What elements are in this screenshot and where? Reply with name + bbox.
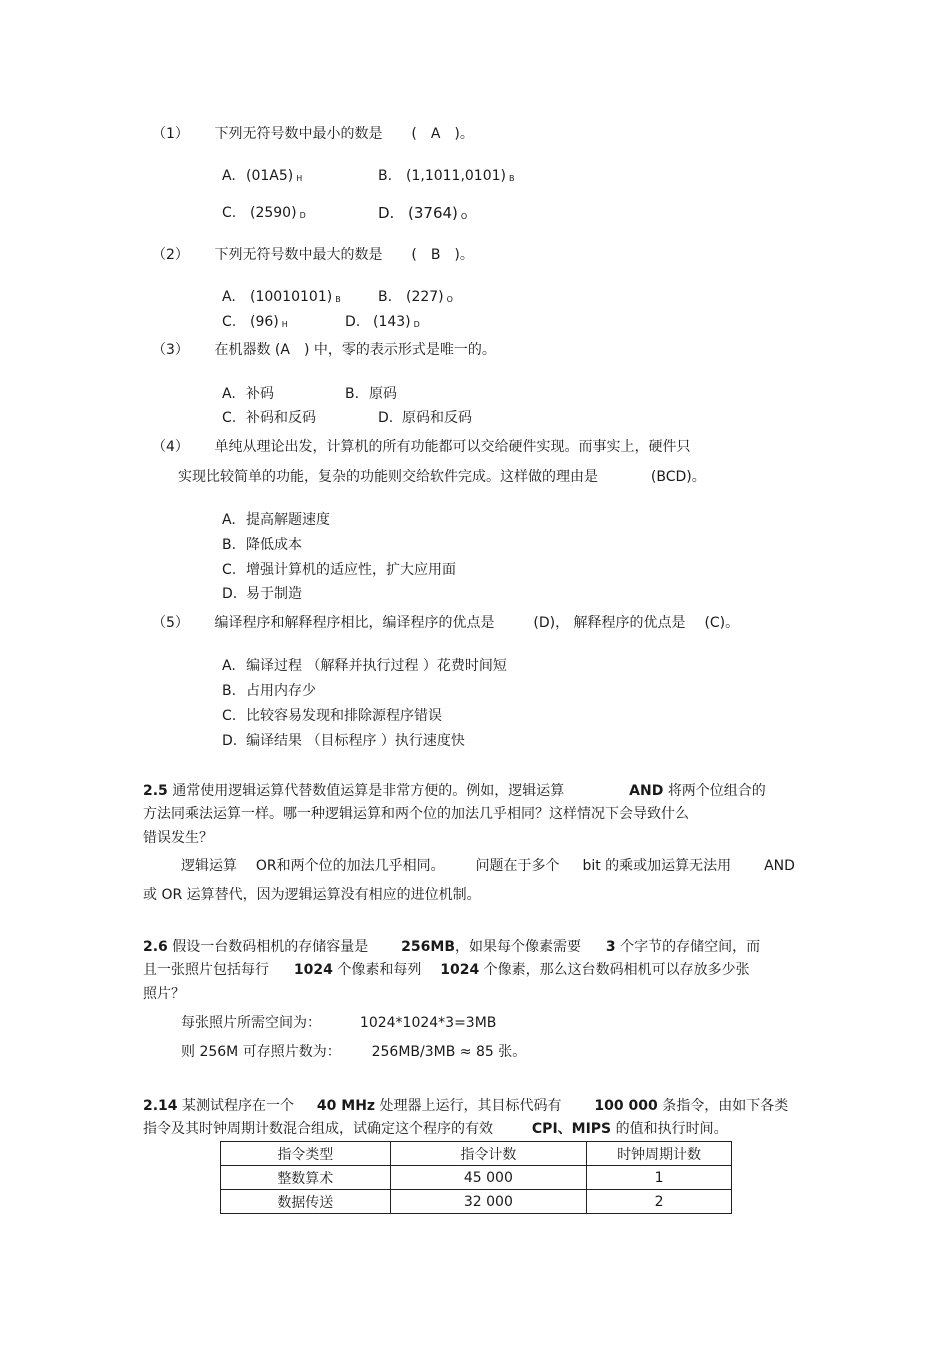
question-answer-b: (C)。 <box>704 615 740 631</box>
question-number: （3） <box>152 342 189 358</box>
question-answer: (BCD)。 <box>650 469 706 485</box>
table-cell: 数据传送 <box>221 1190 391 1214</box>
instruction-mix-table <box>220 1141 732 1214</box>
exercise-2-14-question: 2.14 某测试程序在一个 40 MHz 处理器上运行，其目标代码有 100 000 条指令，由如下各类 <box>143 1098 789 1114</box>
table-cell: 整数算术 <box>221 1166 391 1190</box>
question-stem: 在机器数 <box>214 342 271 358</box>
table-cell: 32 000 <box>390 1190 587 1214</box>
exercise-2-5-question-line3: 错误发生？ <box>143 830 213 846</box>
option-d: D. (3764) O <box>378 204 468 222</box>
question-number: （1） <box>152 126 189 142</box>
option-b: B. (1,1011,0101) B <box>378 168 515 184</box>
question-stem: 单纯从理论出发，计算机的所有功能都可以交给硬件实现。而事实上，硬件只 <box>214 439 691 455</box>
option-a: A. (01A5) H <box>222 168 303 184</box>
option-a: A. 补码 <box>222 386 274 402</box>
option-b: B. 占用内存少 <box>222 683 316 699</box>
table-cell: 45 000 <box>390 1166 587 1190</box>
option-b: B. (227) O <box>378 289 453 305</box>
exercise-2-6-answer-line2: 则 256M 可存照片数为： 256MB/3MB ≈ 85 张。 <box>181 1044 527 1060</box>
table-cell: 2 <box>587 1190 732 1214</box>
question-2 <box>152 245 474 265</box>
question-stem-b: 解释程序的优点是 <box>573 615 686 631</box>
option-c: C. 补码和反码 <box>222 410 316 426</box>
question-stem: 编译程序和解释程序相比，编译程序的优点是 <box>214 615 495 631</box>
exercise-2-5-answer: 逻辑运算 OR和两个位的加法几乎相同。 问题在于多个 bit 的乘或加运算无法用 AND <box>181 858 795 874</box>
question-answer: (D)， <box>533 615 570 631</box>
exercise-number: 2.5 <box>143 783 168 799</box>
option-c: C. (2590) D <box>222 205 306 221</box>
table-header: 指令计数 <box>390 1142 587 1166</box>
exercise-2-6-question-line3: 照片？ <box>143 986 185 1002</box>
exercise-number: 2.14 <box>143 1098 178 1114</box>
option-d: D. 编译结果 （目标程序 ）执行速度快 <box>222 733 465 749</box>
option-d: D. 原码和反码 <box>378 410 472 426</box>
question-stem: 下列无符号数中最小的数是 <box>214 126 383 142</box>
option-d: D. (143) D <box>345 314 420 330</box>
question-answer: ( A )。 <box>411 126 474 142</box>
table-row <box>221 1190 732 1214</box>
question-4-continued <box>178 467 706 487</box>
table-header: 指令类型 <box>221 1142 391 1166</box>
option-c: C. (96) H <box>222 314 288 330</box>
option-b: B. 降低成本 <box>222 537 302 553</box>
option-a: A. 编译过程 （解释并执行过程 ）花费时间短 <box>222 658 507 674</box>
exercise-2-5-question: 2.5 通常使用逻辑运算代替数值运算是非常方便的。例如，逻辑运算 AND 将两个位组合的 <box>143 783 766 799</box>
table-header: 时钟周期计数 <box>587 1142 732 1166</box>
question-answer: (A ) <box>274 342 310 358</box>
question-1 <box>152 124 474 144</box>
option-a: A. 提高解题速度 <box>222 512 330 528</box>
question-number: （5） <box>152 615 189 631</box>
question-stem: 下列无符号数中最大的数是 <box>214 247 383 263</box>
question-number: （4） <box>152 439 189 455</box>
question-answer: ( B )。 <box>411 247 474 263</box>
table-header-row <box>221 1142 732 1166</box>
question-4 <box>152 437 690 457</box>
question-3 <box>152 340 496 360</box>
question-5 <box>152 613 739 633</box>
exercise-number: 2.6 <box>143 939 168 955</box>
exercise-2-6-question-line2: 且一张照片包括每行 1024 个像素和每列 1024 个像素，那么这台数码相机可以存放多少张 <box>143 962 750 978</box>
option-a: A. (10010101) B <box>222 289 341 305</box>
question-stem-tail: 中，零的表示形式是唯一的。 <box>313 342 496 358</box>
table-cell: 1 <box>587 1166 732 1190</box>
exercise-2-14-question-line2: 指令及其时钟周期计数混合组成，试确定这个程序的有效 CPI、MIPS 的值和执行时间。 <box>143 1121 728 1137</box>
exercise-2-5-question-line2: 方法同乘法运算一样。哪一种逻辑运算和两个位的加法几乎相同？这样情况下会导致什么 <box>143 806 689 822</box>
table-row <box>221 1166 732 1190</box>
question-stem: 实现比较简单的功能，复杂的功能则交给软件完成。这样做的理由是 <box>178 469 598 485</box>
exercise-2-6-answer-line1: 每张照片所需空间为： 1024*1024*3=3MB <box>181 1015 497 1031</box>
option-d: D. 易于制造 <box>222 586 302 602</box>
option-c: C. 增强计算机的适应性，扩大应用面 <box>222 562 456 578</box>
option-c: C. 比较容易发现和排除源程序错误 <box>222 708 442 724</box>
exercise-2-6-question: 2.6 假设一台数码相机的存储容量是 256MB，如果每个像素需要 3 个字节的存储空间，而 <box>143 939 761 955</box>
option-b: B. 原码 <box>345 386 397 402</box>
exercise-2-5-answer-line2: 或 OR 运算替代，因为逻辑运算没有相应的进位机制。 <box>143 887 481 903</box>
question-number: （2） <box>152 247 189 263</box>
